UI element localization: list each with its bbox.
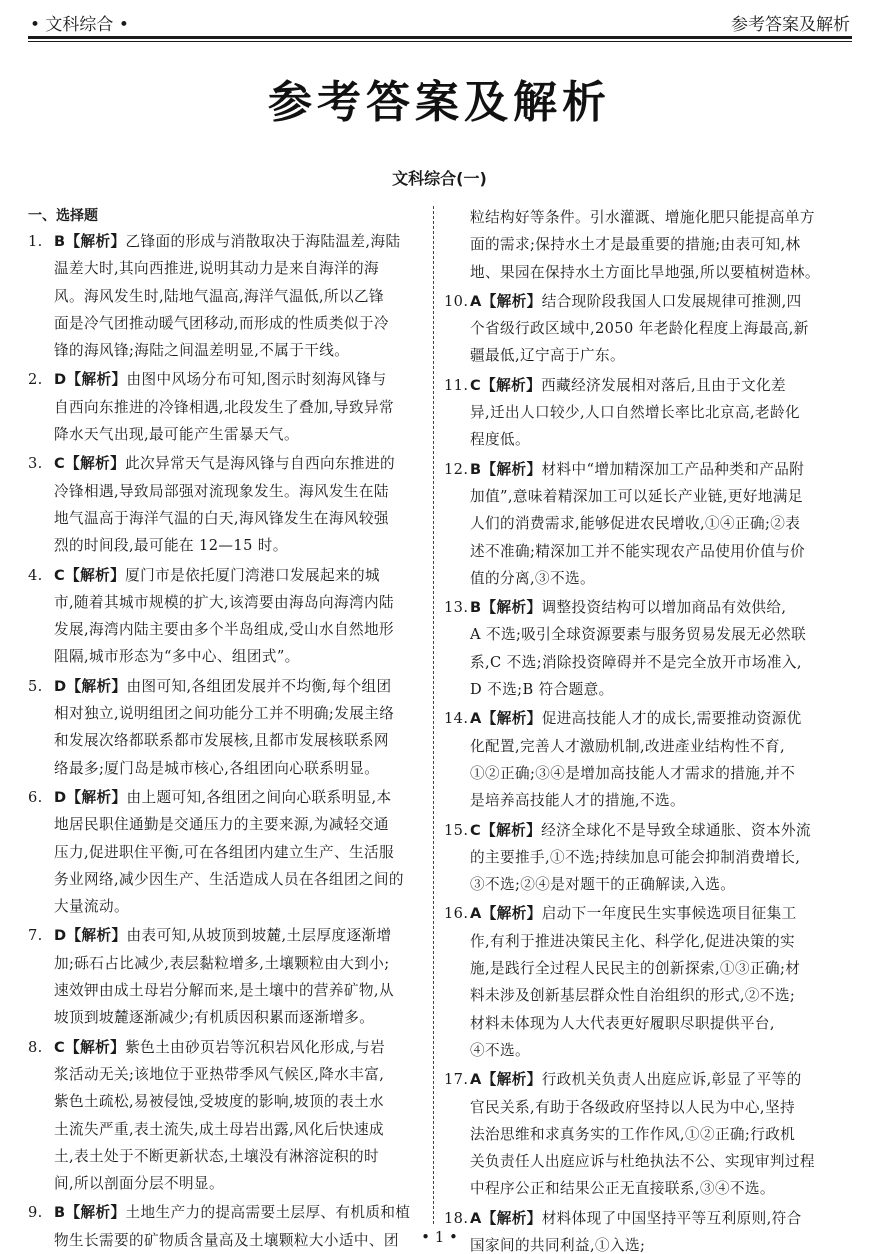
question-number: 5.: [28, 677, 43, 695]
analysis-tag: 【解析】: [481, 376, 542, 394]
question-block: [28, 562, 434, 671]
answer-text: 阻隔,城市形态为“多中心、组团式”。: [54, 648, 300, 666]
answer-text: 值的分离,③不选。: [470, 569, 595, 587]
answer-line: [28, 589, 434, 616]
answer-text: 系,C 不选;消除投资障碍并不是完全放开市场准入,: [470, 653, 802, 671]
section-heading: 一、选择题: [28, 208, 98, 224]
paper-subtitle: 文科综合(一): [392, 169, 487, 188]
answer-text: 坡顶到坡麓逐渐减少;有机质因积累而逐渐增多。: [54, 1009, 375, 1027]
page-number: • 1 •: [421, 1228, 458, 1246]
answer-choice: C: [470, 821, 482, 839]
answer-choice: A: [470, 1071, 482, 1089]
answer-line: [444, 372, 850, 399]
answer-choice: C: [54, 1038, 66, 1056]
question-number: 15.: [444, 821, 469, 839]
question-9-continuation: [444, 204, 850, 286]
analysis-tag: 【解析】: [481, 905, 542, 923]
answer-text: D 不选;B 符合题意。: [470, 681, 614, 699]
answer-text: 间,所以剖面分层不明显。: [54, 1175, 224, 1193]
question-number: 1.: [28, 233, 43, 250]
answer-text: 促进高技能人才的成长,需要推动资源优: [541, 710, 802, 728]
answer-line: [28, 421, 434, 448]
question-block: [444, 594, 850, 703]
answer-line: [28, 811, 434, 838]
answer-choice: B: [54, 233, 66, 250]
answer-text: 材料未体现为人大代表更好履职尽职提供平台,: [470, 1014, 775, 1032]
answer-line: [28, 893, 434, 920]
answer-text: 粒结构好等条件。引水灌溉、增施化肥只能提高单方: [470, 209, 815, 226]
answer-text: 由图中风场分布可知,图示时刻海风锋与: [126, 371, 387, 389]
answer-choice: C: [470, 376, 482, 394]
answer-text: 络最多;厦门岛是城市核心,各组团向心联系明显。: [54, 759, 380, 777]
answer-line: [444, 510, 850, 537]
answer-text: 启动下一年度民生实事候选项目征集工: [541, 905, 797, 923]
analysis-tag: 【解析】: [481, 292, 542, 310]
analysis-tag: 【解析】: [65, 233, 126, 250]
analysis-tag: 【解析】: [481, 1209, 542, 1227]
answer-line: [444, 621, 850, 648]
answer-line: [444, 705, 850, 732]
question-number: 13.: [444, 599, 469, 617]
question-block: [444, 288, 850, 370]
question-number: 7.: [28, 927, 43, 945]
answer-text: 压力,促进职住平衡,可在各组团内建立生产、生活服: [54, 843, 394, 861]
analysis-tag: 【解析】: [481, 1071, 542, 1089]
answer-choice: C: [54, 455, 66, 473]
answer-line: [28, 1143, 434, 1170]
answer-text: 经济全球化不是导致全球通胀、资本外流: [541, 821, 811, 839]
answer-line: [28, 784, 434, 811]
main-title: 参考答案及解析: [268, 77, 611, 128]
answer-text: 材料中“增加精深加工产品种类和产品附: [541, 460, 805, 478]
analysis-tag: 【解析】: [66, 927, 127, 945]
answer-line: [28, 562, 434, 589]
answer-line: [28, 1199, 434, 1226]
answer-line: [28, 450, 434, 477]
answer-line: [444, 844, 850, 871]
analysis-tag: 【解析】: [66, 788, 127, 806]
answer-text: 作,有利于推进决策民主化、科学化,促进决策的实: [470, 932, 795, 950]
question-block: [28, 450, 434, 559]
header-rule-thin: [28, 41, 852, 42]
question-block: [28, 784, 434, 920]
answer-line: [444, 871, 850, 898]
answer-text: 冷锋相遇,导致局部强对流现象发生。海风发生在陆: [54, 482, 389, 500]
answer-line: [444, 1037, 850, 1064]
question-number: 2.: [28, 371, 43, 389]
question-block: [444, 1066, 850, 1202]
answer-text: 是培养高技能人才的措施,不选。: [470, 792, 685, 810]
answer-text: 人们的消费需求,能够促进农民增收,①④正确;②表: [470, 515, 801, 533]
answer-text: 由上题可知,各组团之间向心联系明显,本: [126, 788, 392, 806]
answer-line: [444, 1175, 850, 1202]
question-number: 16.: [444, 905, 469, 923]
answer-choice: A: [470, 292, 482, 310]
answer-line: [28, 1034, 434, 1061]
question-block: [444, 817, 850, 899]
analysis-tag: 【解析】: [65, 455, 126, 473]
answer-text: 料未涉及创新基层群众性自治组织的形式,②不选;: [470, 987, 796, 1005]
answer-line: [444, 342, 850, 369]
answer-line: [444, 231, 850, 258]
answer-text: 发展,海湾内陆主要由多个半岛组成,受山水自然地形: [54, 621, 394, 639]
answer-text: 疆最低,辽宁高于广东。: [470, 347, 625, 365]
answer-text: 结合现阶段我国人口发展规律可推测,四: [541, 292, 802, 310]
question-block: [444, 705, 850, 814]
left-questions: [28, 228, 434, 1254]
question-number: 3.: [28, 455, 43, 473]
question-number: 10.: [444, 292, 469, 310]
answer-text: 的主要推手,①不选;持续加息可能会抑制消费增长,: [470, 848, 801, 866]
answer-text: 相对独立,说明组团之间功能分工并不明确;发展主络: [54, 705, 395, 723]
answer-line: [28, 1170, 434, 1197]
answer-text: 述不准确;精深加工并不能实现农产品使用价值与价: [470, 542, 806, 560]
answer-text: 烈的时间段,最可能在 12—15 时。: [54, 537, 288, 555]
answer-text: 浆活动无关;该地位于亚热带季风气候区,降水丰富,: [54, 1065, 385, 1083]
answer-text: 中程序公正和结果公正无直接联系,③④不选。: [470, 1180, 775, 1198]
answer-line: [444, 456, 850, 483]
answer-line: [28, 1004, 434, 1031]
answer-text: 西藏经济发展相对落后,且由于文化差: [541, 376, 787, 394]
answer-text: 此次异常天气是海风锋与自西向东推进的: [125, 455, 395, 473]
answer-text: 自西向东推进的冷锋相遇,北段发生了叠加,导致异常: [54, 398, 394, 416]
answer-line: [28, 643, 434, 670]
answer-text: 乙锋面的形成与消散取决于海陆温差,海陆: [125, 233, 401, 250]
analysis-tag: 【解析】: [481, 599, 542, 617]
answer-choice: A: [470, 710, 482, 728]
analysis-tag: 【解析】: [66, 371, 127, 389]
answer-text: 面是冷气团推动暖气团移动,而形成的性质类似于冷: [54, 314, 389, 332]
answer-line: [444, 483, 850, 510]
answer-line: [28, 700, 434, 727]
analysis-tag: 【解析】: [65, 1204, 126, 1222]
answer-line: [444, 565, 850, 592]
answer-text: 法治思维和求真务实的工作作风,①②正确;行政机: [470, 1125, 796, 1143]
answer-line: [444, 649, 850, 676]
answer-line: [28, 1116, 434, 1143]
answer-line: [444, 1148, 850, 1175]
analysis-tag: 【解析】: [481, 821, 542, 839]
answer-text: 施,是践行全过程人民民主的创新探索,①③正确;材: [470, 960, 801, 978]
answer-line: [444, 1066, 850, 1093]
answer-choice: A: [470, 905, 482, 923]
answer-text: 面的需求;保持水土才是最重要的措施;由表可知,林: [470, 236, 801, 254]
analysis-tag: 【解析】: [481, 710, 542, 728]
answer-text: 速效钾由成土母岩分解而来,是土壤中的营养矿物,从: [54, 982, 394, 1000]
answer-text: 土地生产力的提高需要土层厚、有机质和植: [125, 1204, 411, 1222]
analysis-tag: 【解析】: [66, 677, 127, 695]
answer-text: ④不选。: [470, 1041, 530, 1059]
answer-line: [444, 288, 850, 315]
question-block: [28, 366, 434, 448]
answer-text: 地、果园在保持水土方面比旱地强,所以要植树造林。: [470, 263, 820, 281]
answer-line: [28, 337, 434, 364]
analysis-tag: 【解析】: [65, 1038, 126, 1056]
answer-text: 土流失严重,表土流失,成土母岩出露,风化后快速成: [54, 1120, 384, 1138]
answer-line: [28, 366, 434, 393]
question-number: 6.: [28, 788, 43, 806]
answer-choice: B: [470, 599, 482, 617]
answer-line: [444, 760, 850, 787]
page-header: [28, 6, 852, 36]
answer-text: 厦门市是依托厦门湾港口发展起来的城: [125, 566, 381, 584]
answer-line: [28, 310, 434, 337]
answer-text: ①②正确;③④是增加高技能人才需求的措施,并不: [470, 764, 796, 782]
answer-text: 行政机关负责人出庭应诉,彰显了平等的: [541, 1071, 802, 1089]
question-block: [444, 372, 850, 454]
answer-line: [444, 538, 850, 565]
answer-text: A 不选;吸引全球资源要素与服务贸易发展无必然联: [470, 626, 807, 644]
answer-text: 材料体现了中国坚持平等互利原则,符合: [541, 1209, 802, 1227]
answer-line: [28, 616, 434, 643]
answer-line: [444, 982, 850, 1009]
answer-line: [444, 315, 850, 342]
answer-line: [28, 673, 434, 700]
answer-line: [444, 676, 850, 703]
answer-choice: B: [470, 460, 482, 478]
question-number: 18.: [444, 1209, 469, 1227]
answer-text: 风。海风发生时,陆地气温高,海洋气温低,所以乙锋: [54, 287, 384, 305]
answer-line: [28, 478, 434, 505]
header-subject: • 文科综合 •: [30, 15, 129, 35]
answer-line: [444, 733, 850, 760]
question-block: [444, 900, 850, 1064]
answer-text: 紫色土疏松,易被侵蚀,受坡度的影响,坡顶的表土水: [54, 1093, 384, 1111]
answer-line: [28, 922, 434, 949]
header-doc-title: 参考答案及解析: [731, 15, 850, 35]
answer-text: 土,表土处于不断更新状态,土壤没有淋溶淀积的时: [54, 1147, 379, 1165]
question-number: 11.: [444, 376, 469, 394]
analysis-tag: 【解析】: [65, 566, 126, 584]
answer-text: 由图可知,各组团发展并不均衡,每个组团: [126, 677, 392, 695]
question-block: [444, 456, 850, 592]
answer-text: 由表可知,从坡顶到坡麓,土层厚度逐渐增: [126, 927, 392, 945]
answer-text: 个省级行政区域中,2050 年老龄化程度上海最高,新: [470, 320, 809, 338]
answer-line: [444, 1010, 850, 1037]
question-number: 17.: [444, 1071, 469, 1089]
answer-text: 调整投资结构可以增加商品有效供给,: [541, 599, 787, 617]
answer-text: 降水天气出现,最可能产生雷暴天气。: [54, 426, 299, 444]
left-column: [28, 204, 434, 1254]
right-column: [444, 204, 850, 1254]
answer-text: 官民关系,有助于各级政府坚持以人民为中心,坚持: [470, 1098, 795, 1116]
answer-text: ③不选;②④是对题干的正确解读,入选。: [470, 876, 736, 894]
answer-line: [444, 817, 850, 844]
question-number: 14.: [444, 710, 469, 728]
answer-line: [444, 426, 850, 453]
answer-line: [28, 1061, 434, 1088]
answer-line: [444, 594, 850, 621]
answer-text: 温差大时,其向西推进,说明其动力是来自海洋的海: [54, 260, 379, 278]
answer-line: [28, 283, 434, 310]
answer-text: 物生长需要的矿物质含量高及土壤颗粒大小适中、团: [54, 1231, 399, 1249]
answer-text: 地居民职住通勤是交通压力的主要来源,为减轻交通: [54, 816, 389, 834]
question-number: 4.: [28, 566, 43, 584]
answer-line: [444, 955, 850, 982]
answer-text: 化配置,完善人才激励机制,改进產业结构性不育,: [470, 737, 785, 755]
question-block: [28, 1034, 434, 1198]
question-number: 8.: [28, 1038, 43, 1056]
header-rule-thick: [28, 36, 852, 39]
answer-line: [444, 399, 850, 426]
answer-text: 国家间的共同利益,①入选;: [470, 1236, 646, 1254]
answer-choice: D: [54, 927, 67, 945]
answer-line: [28, 866, 434, 893]
answer-line: [28, 394, 434, 421]
answer-line: [28, 727, 434, 754]
question-block: [28, 673, 434, 782]
question-block: [28, 922, 434, 1031]
answer-line: [444, 1121, 850, 1148]
answer-line: [444, 928, 850, 955]
right-questions: [444, 288, 850, 1254]
answer-line: [28, 977, 434, 1004]
answer-text: 加值”,意味着精深加工可以延长产业链,更好地满足: [470, 487, 803, 505]
question-number: 9.: [28, 1204, 43, 1222]
answer-line: [444, 259, 850, 286]
answer-text: 务业网络,减少因生产、生活造成人员在各组团之间的: [54, 870, 404, 888]
answer-text: 市,随着其城市规模的扩大,该湾要由海岛向海湾内陆: [54, 593, 394, 611]
answer-line: [28, 505, 434, 532]
answer-line: [444, 204, 850, 231]
answer-choice: B: [54, 1204, 66, 1222]
question-number: 12.: [444, 460, 469, 478]
answer-choice: A: [470, 1209, 482, 1227]
answer-text: 大量流动。: [54, 898, 129, 916]
answer-text: 关负责任人出庭应诉与杜绝执法不公、实现审判过程: [470, 1153, 815, 1171]
answer-text: 加;砾石占比减少,表层黏粒增多,土壤颗粒由大到小;: [54, 954, 390, 972]
answer-text: 紫色土由砂页岩等沉积岩风化形成,与岩: [125, 1038, 386, 1056]
answer-line: [28, 1088, 434, 1115]
answer-line: [444, 787, 850, 814]
answer-choice: D: [54, 677, 67, 695]
answer-text: 锋的海风锋;海陆之间温差明显,不属于干线。: [54, 342, 350, 360]
answer-line: [444, 900, 850, 927]
question-block: [28, 228, 434, 364]
answer-line: [28, 755, 434, 782]
answer-line: [444, 1094, 850, 1121]
answer-text: 程度低。: [470, 431, 530, 449]
answer-line: [28, 228, 434, 255]
analysis-tag: 【解析】: [481, 460, 542, 478]
answer-text: 和发展次络都联系都市发展核,且都市发展核联系网: [54, 732, 389, 750]
answer-text: 异,迁出人口较少,人口自然增长率比北京高,老龄化: [470, 404, 800, 422]
answer-line: [28, 839, 434, 866]
answer-line: [28, 532, 434, 559]
answer-choice: D: [54, 788, 67, 806]
answer-text: 地气温高于海洋气温的白天,海风锋发生在海风较强: [54, 509, 389, 527]
answer-line: [28, 950, 434, 977]
answer-choice: D: [54, 371, 67, 389]
answer-line: [28, 255, 434, 282]
answer-choice: C: [54, 566, 66, 584]
